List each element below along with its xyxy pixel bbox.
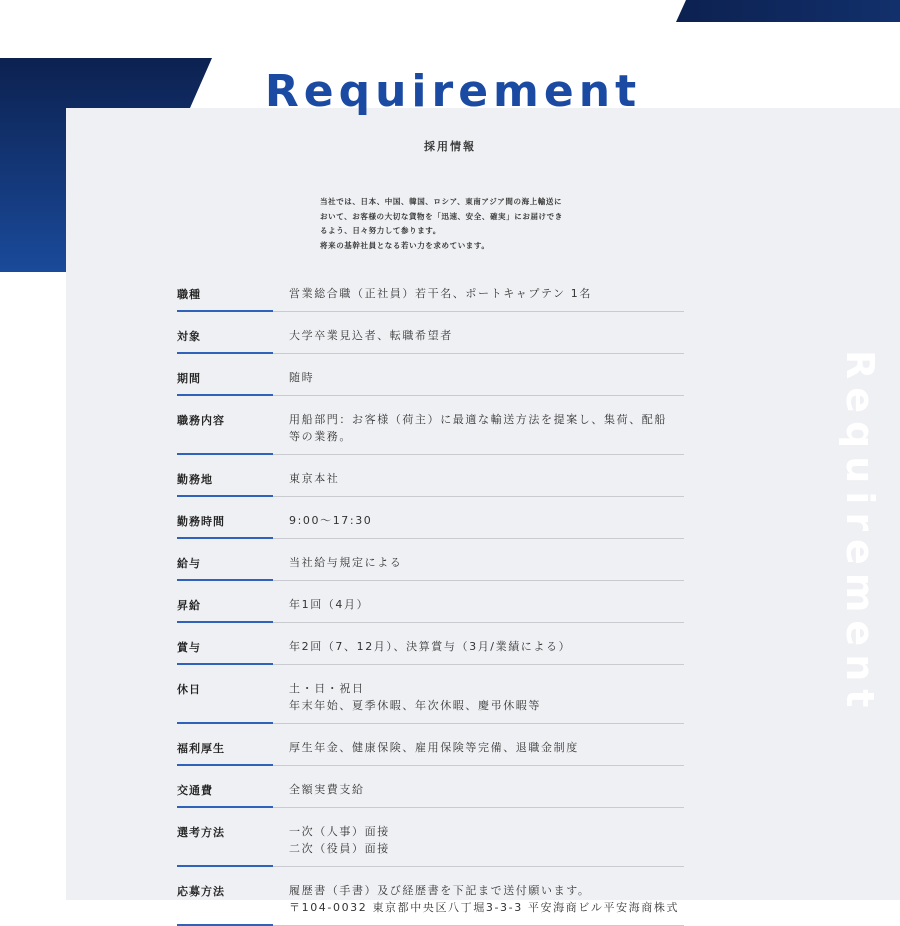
row-value	[289, 781, 689, 798]
table-row	[177, 724, 684, 766]
row-label: 対象	[177, 330, 201, 343]
row-value-line: 年2回（7、12月）、決算賞与（3月/業績による）	[289, 640, 572, 653]
row-value-line: 厚生年金、健康保険、雇用保険等完備、退職金制度	[289, 741, 579, 754]
row-label: 賞与	[177, 641, 201, 654]
table-row	[177, 270, 684, 312]
row-value	[289, 680, 689, 714]
row-value-line: 年1回（4月）	[289, 598, 370, 611]
row-value	[289, 327, 689, 344]
row-value-line: 〒104-0032 東京都中央区八丁堀3-3-3 平安海商ビル平安海商株式	[289, 901, 680, 914]
row-value	[289, 739, 689, 756]
row-label: 休日	[177, 683, 201, 696]
table-row	[177, 808, 684, 867]
side-watermark-text: Requirement	[838, 350, 882, 716]
intro-line: おいて、お客様の大切な貨物を「迅速、安全、確実」にお届けでき	[320, 211, 563, 221]
row-value	[289, 512, 689, 529]
table-row	[177, 581, 684, 623]
table-row	[177, 396, 684, 455]
row-label: 昇給	[177, 599, 201, 612]
requirements-table	[177, 270, 684, 926]
row-value	[289, 596, 689, 613]
row-value	[289, 882, 689, 916]
row-value-line: 東京本社	[289, 472, 340, 485]
page-title: Requirement	[264, 66, 642, 117]
decorative-bar-top	[676, 0, 900, 22]
row-label: 給与	[177, 557, 201, 570]
row-label: 勤務時間	[177, 515, 225, 528]
row-value-line: 土・日・祝日	[289, 682, 365, 695]
row-label: 選考方法	[177, 826, 225, 839]
row-value-line: 大学卒業見込者、転職希望者	[289, 329, 453, 342]
row-value	[289, 285, 689, 302]
table-row	[177, 497, 684, 539]
table-row	[177, 312, 684, 354]
row-value-line: 当社給与規定による	[289, 556, 403, 569]
intro-text	[320, 195, 610, 253]
table-row	[177, 455, 684, 497]
table-row	[177, 867, 684, 926]
row-value-line: 二次（役員）面接	[289, 842, 390, 855]
row-label: 応募方法	[177, 885, 225, 898]
row-label: 勤務地	[177, 473, 213, 486]
row-value-line: 年末年始、夏季休暇、年次休暇、慶弔休暇等	[289, 699, 541, 712]
row-label: 期間	[177, 372, 201, 385]
row-value-line: 履歴書（手書）及び経歴書を下記まで送付願います。	[289, 884, 591, 897]
row-value-line: 全額実費支給	[289, 783, 365, 796]
row-value-line: 用船部門：お客様（荷主）に最適な輸送方法を提案し、集荷、配船	[289, 413, 667, 426]
row-value-line: 随時	[289, 371, 315, 384]
row-value	[289, 554, 689, 571]
row-value-line: 9:00〜17:30	[289, 514, 373, 527]
table-row	[177, 539, 684, 581]
row-value	[289, 369, 689, 386]
row-value	[289, 823, 689, 857]
row-value	[289, 638, 689, 655]
intro-line: るよう、日々努力して参ります。	[320, 226, 441, 236]
intro-line: 将来の基幹社員となる若い力を求めています。	[320, 240, 490, 250]
row-value	[289, 411, 689, 445]
row-label: 職種	[177, 288, 201, 301]
row-value	[289, 470, 689, 487]
row-label: 福利厚生	[177, 742, 225, 755]
table-row	[177, 623, 684, 665]
table-row	[177, 354, 684, 396]
page-subtitle: 採用情報	[424, 140, 476, 153]
row-value-line: 営業総合職（正社員）若干名、ポートキャプテン 1名	[289, 287, 592, 300]
row-value-line: 一次（人事）面接	[289, 825, 390, 838]
intro-line: 当社では、日本、中国、韓国、ロシア、東南アジア間の海上輸送に	[320, 197, 563, 206]
row-value-line: 等の業務。	[289, 430, 352, 443]
table-row	[177, 766, 684, 808]
row-label: 職務内容	[177, 414, 225, 427]
table-row	[177, 665, 684, 724]
row-label: 交通費	[177, 784, 213, 797]
